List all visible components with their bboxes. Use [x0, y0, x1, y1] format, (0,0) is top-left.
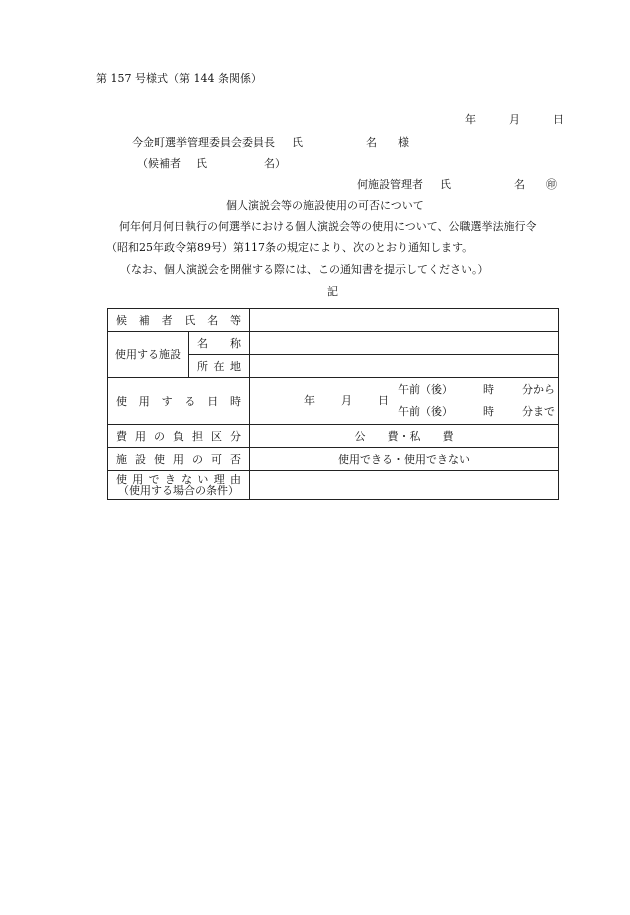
facility-name-label: 名 称: [189, 332, 250, 355]
date-line: [465, 113, 564, 127]
datetime-field[interactable]: [250, 378, 559, 425]
permit-field[interactable]: 使用できる・使用できない: [250, 448, 559, 471]
notice-table: [107, 308, 559, 500]
addressee-title: 今金町選挙管理委員会委員長: [132, 136, 275, 149]
reason-field[interactable]: [250, 471, 559, 500]
form-number: 第 157 号様式（第 144 条関係）: [96, 72, 262, 85]
body-line-3: （なお、個人演説会を開催する際には、この通知書を提示してください。）: [120, 263, 489, 276]
reason-label: 使 用 で き な い 理 由 （使用する場合の条件）: [108, 471, 250, 500]
facility-address-label: 所 在 地: [189, 355, 250, 378]
addressee-line: [132, 136, 409, 150]
row-cost: [108, 425, 559, 448]
sender-title: 何施設管理者: [357, 178, 423, 191]
seal-mark: ㊞: [546, 178, 557, 191]
facility-address-field[interactable]: [250, 355, 559, 378]
subject: 個人演説会等の施設使用の可否について: [226, 199, 424, 212]
addressee-shi: 氏: [292, 136, 303, 149]
day-label: 日: [553, 113, 564, 126]
time-from: 午前（後） 時 分から: [398, 383, 555, 396]
time-to: 午前（後） 時 分まで: [398, 405, 555, 418]
permit-label: 施 設 使 用 の 可 否: [108, 448, 250, 471]
body-line-1: 何年何月何日執行の何選挙における個人演説会等の使用について、公職選挙法施行令: [119, 220, 537, 233]
cost-label: 費 用 の 負 担 区 分: [108, 425, 250, 448]
cost-field[interactable]: 公 費・私 費: [250, 425, 559, 448]
candidate-shi: 氏: [196, 157, 207, 170]
sender-shi: 氏: [440, 178, 451, 191]
datetime-label: 使 用 す る 日 時: [108, 378, 250, 425]
row-reason: [108, 471, 559, 500]
condition-label: （使用する場合の条件）: [118, 484, 239, 497]
addressee-sama: 様: [398, 136, 409, 149]
sender-line: [357, 178, 557, 192]
sender-mei: 名: [514, 178, 525, 191]
candidate-name-field[interactable]: [250, 309, 559, 332]
date-parts: 年 月 日: [304, 394, 389, 407]
year-label: 年: [465, 113, 476, 126]
candidate-name-label: 候 補 者 氏 名 等: [108, 309, 250, 332]
addressee-mei: 名: [366, 136, 377, 149]
body-line-2: （昭和25年政令第89号）第117条の規定により、次のとおり通知します。: [106, 241, 474, 254]
month-label: 月: [509, 113, 520, 126]
facility-label: 使用する施設: [108, 332, 189, 378]
candidate-line: [137, 157, 286, 171]
row-candidate: [108, 309, 559, 332]
row-datetime: [108, 378, 559, 425]
ki-label: 記: [327, 285, 338, 298]
candidate-open: （候補者: [137, 157, 181, 170]
candidate-mei: 名）: [264, 157, 286, 170]
row-facility-name: [108, 332, 559, 355]
row-permit: [108, 448, 559, 471]
facility-name-field[interactable]: [250, 332, 559, 355]
